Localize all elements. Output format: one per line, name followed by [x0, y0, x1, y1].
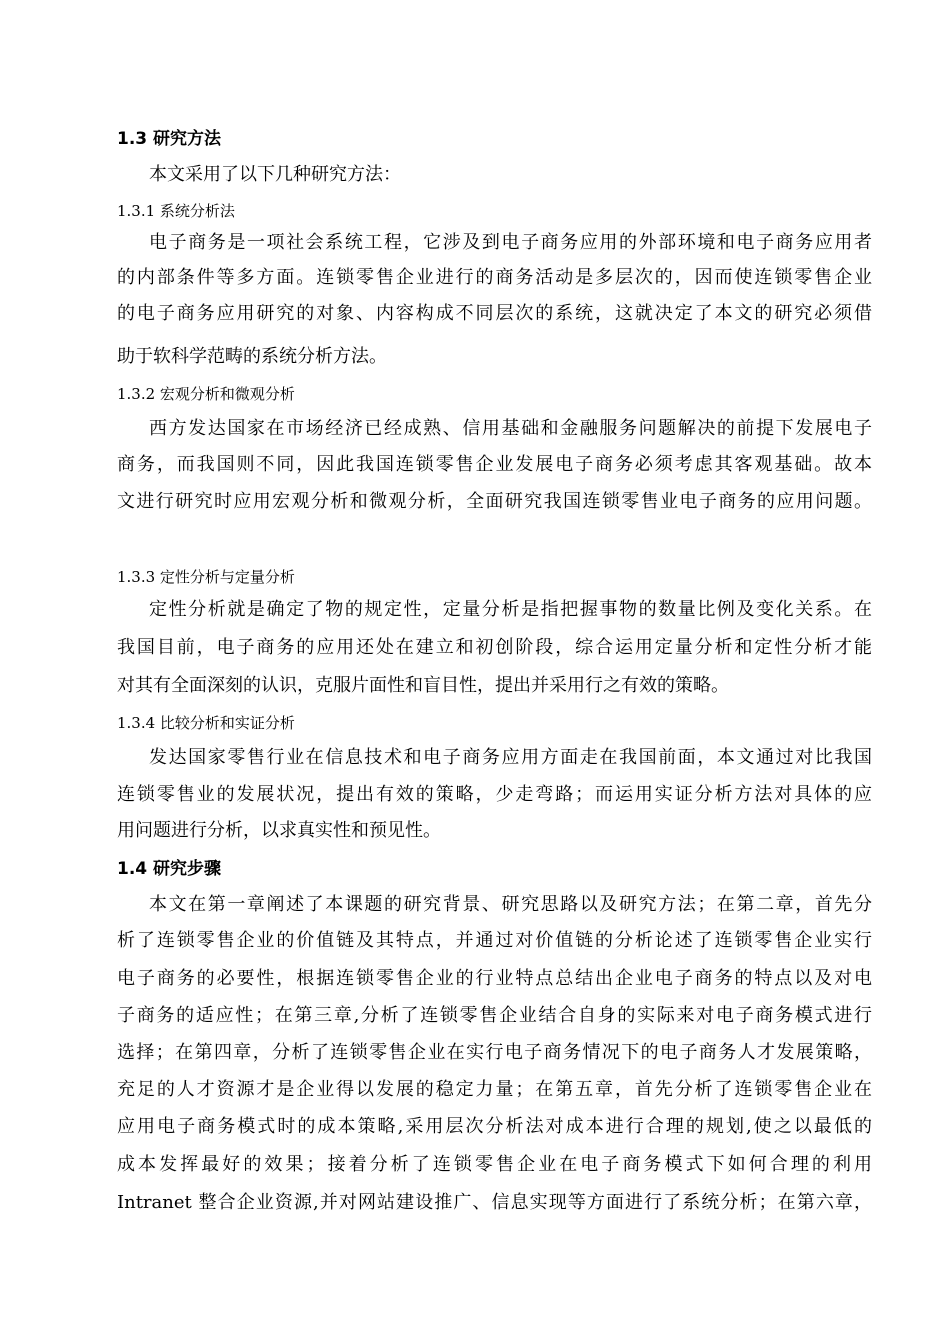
heading-1-3: 1.3 研究方法 [117, 129, 222, 149]
intro-paragraph: 本文采用了以下几种研究方法： [149, 164, 401, 185]
paragraph-line: 本文在第一章阐述了本课题的研究背景、研究思路以及研究方法；在第二章，首先分 [149, 894, 872, 915]
paragraph-line: 定性分析就是确定了物的规定性，定量分析是指把握事物的数量比例及变化关系。在 [149, 599, 872, 620]
paragraph-line: 用问题进行分析，以求真实性和预见性。 [117, 820, 441, 841]
heading-1-3-1: 1.3.1 系统分析法 [117, 202, 235, 220]
paragraph-line: 析了连锁零售企业的价值链及其特点，并通过对价值链的分析论述了连锁零售企业实行 [117, 930, 872, 951]
paragraph-line: 助于软科学范畴的系统分析方法。 [117, 346, 387, 367]
paragraph-line: 发达国家零售行业在信息技术和电子商务应用方面走在我国前面，本文通过对比我国 [149, 747, 872, 768]
paragraph-line: 的电子商务应用研究的对象、内容构成不同层次的系统，这就决定了本文的研究必须借 [117, 303, 872, 324]
paragraph-line: 电子商务是一项社会系统工程，它涉及到电子商务应用的外部环境和电子商务应用者 [149, 232, 872, 253]
paragraph-line: 充足的人才资源才是企业得以发展的稳定力量；在第五章，首先分析了连锁零售企业在 [117, 1079, 872, 1100]
paragraph-line: 对其有全面深刻的认识，克服片面性和盲目性，提出并采用行之有效的策略。 [117, 675, 729, 696]
paragraph-line: 应用电子商务模式时的成本策略,采用层次分析法对成本进行合理的规划,使之以最低的 [117, 1116, 872, 1137]
paragraph-line: 西方发达国家在市场经济已经成熟、信用基础和金融服务问题解决的前提下发展电子 [149, 418, 872, 439]
paragraph-line: 连锁零售业的发展状况，提出有效的策略，少走弯路；而运用实证分析方法对具体的应 [117, 784, 872, 805]
paragraph-line: 商务，而我国则不同，因此我国连锁零售企业发展电子商务必须考虑其客观基础。故本 [117, 454, 872, 475]
paragraph-line: 选择；在第四章，分析了连锁零售企业在实行电子商务情况下的电子商务人才发展策略， [117, 1042, 872, 1063]
paragraph-line: 子商务的适应性；在第三章,分析了连锁零售企业结合自身的实际来对电子商务模式进行 [117, 1005, 872, 1026]
heading-1-3-2: 1.3.2 宏观分析和微观分析 [117, 385, 295, 403]
paragraph-line: 的内部条件等多方面。连锁零售企业进行的商务活动是多层次的，因而使连锁零售企业 [117, 267, 872, 288]
paragraph-line: 成本发挥最好的效果；接着分析了连锁零售企业在电子商务模式下如何合理的利用 [117, 1154, 872, 1175]
heading-1-3-3: 1.3.3 定性分析与定量分析 [117, 568, 295, 586]
paragraph-line: Intranet 整合企业资源,并对网站建设推广、信息实现等方面进行了系统分析；在第六章， [117, 1192, 872, 1213]
paragraph-line: 文进行研究时应用宏观分析和微观分析，全面研究我国连锁零售业电子商务的应用问题。 [117, 491, 872, 512]
paragraph-line: 我国目前，电子商务的应用还处在建立和初创阶段，综合运用定量分析和定性分析才能 [117, 637, 872, 658]
paragraph-line: 电子商务的必要性，根据连锁零售企业的行业特点总结出企业电子商务的特点以及对电 [117, 968, 872, 989]
heading-1-3-4: 1.3.4 比较分析和实证分析 [117, 714, 295, 732]
heading-1-4: 1.4 研究步骤 [117, 859, 222, 879]
